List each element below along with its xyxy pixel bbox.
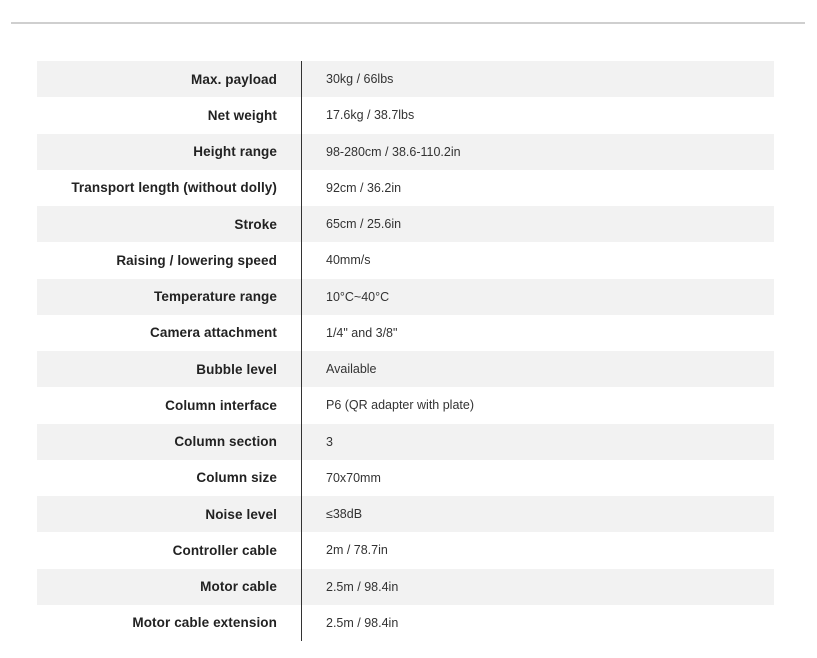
spec-value: 10°C~40°C [326,289,390,304]
spec-row [37,387,774,423]
spec-value: 2.5m / 98.4in [326,615,399,630]
spec-row [37,569,774,605]
spec-row [37,134,774,170]
spec-value: 17.6kg / 38.7lbs [326,108,415,123]
spec-label: Motor cable [200,579,277,595]
spec-row [37,206,774,242]
spec-label: Bubble level [196,361,277,377]
spec-label: Raising / lowering speed [116,252,277,268]
spec-row [37,61,774,97]
top-divider [11,22,805,24]
spec-value: 1/4" and 3/8" [326,325,398,340]
spec-label: Controller cable [172,542,277,558]
spec-label: Camera attachment [150,325,277,341]
spec-row [37,532,774,568]
spec-label: Column section [174,434,277,450]
spec-label: Temperature range [154,289,277,305]
spec-value: P6 (QR adapter with plate) [326,398,474,413]
spec-value: 3 [326,434,333,449]
spec-value: 70x70mm [326,470,381,485]
spec-value: 2.5m / 98.4in [326,579,399,594]
spec-label: Transport length (without dolly) [71,180,277,196]
spec-value: ≤38dB [326,507,363,522]
spec-label: Noise level [205,506,277,522]
spec-row [37,424,774,460]
spec-label: Column size [196,470,277,486]
spec-value: 2m / 78.7in [326,543,388,558]
spec-label: Height range [193,144,277,160]
spec-label: Max. payload [191,71,277,87]
spec-row [37,97,774,133]
spec-row [37,351,774,387]
spec-label: Motor cable extension [132,615,277,631]
spec-value: Available [326,362,377,377]
spec-row [37,170,774,206]
spec-row [37,279,774,315]
spec-label: Net weight [207,107,277,123]
spec-row [37,460,774,496]
spec-value: 40mm/s [326,253,371,268]
spec-label: Stroke [234,216,277,232]
spec-value: 65cm / 25.6in [326,217,402,232]
spec-table [37,61,774,641]
spec-row [37,315,774,351]
spec-row [37,242,774,278]
spec-value: 30kg / 66lbs [326,72,394,87]
spec-label: Column interface [165,397,277,413]
spec-value: 98-280cm / 38.6-110.2in [326,144,461,159]
spec-row [37,605,774,641]
spec-value: 92cm / 36.2in [326,180,402,195]
spec-row [37,496,774,532]
